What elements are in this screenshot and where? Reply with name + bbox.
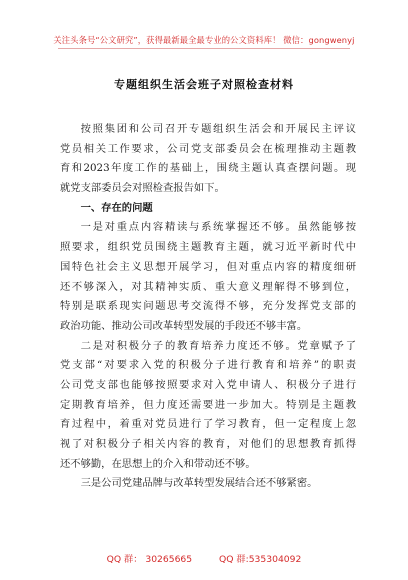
document-title: 专题组织生活会班子对照检查材料 (114, 78, 294, 91)
paragraph-line: 育和2023年度工作的基础上，围绕主题认真查摆问题。现 (60, 162, 356, 175)
paragraph-line: 二是对积极分子的教育培养力度还不够。党章赋予了 (80, 339, 356, 352)
paragraph-line: 三是公司党建品牌与改革转型发展结合还不够紧密。 (80, 477, 318, 490)
paragraph-line: 按照集团和公司召开专题组织生活会和开展民主评议 (80, 123, 356, 135)
page-header-notice: 关注头条号“公文研究”，获得最新最全最专业的公文资料库！ 微信：gongwenyj (53, 35, 355, 45)
paragraph-line: 党支部“对要求入党的积极分子进行教育和培养”的职责 (60, 359, 356, 372)
paragraph-line: 照要求，组织党员围绕主题教育主题，就习近平新时代中 (60, 241, 356, 254)
footer-qq-group-2: QQ 群:535304092 (219, 554, 302, 565)
paragraph-line: 党员相关工作要求，公司党支部委员会在梳理推动主题教 (60, 142, 356, 155)
section-heading: 一、存在的问题 (80, 201, 153, 214)
paragraph-line: 特别是联系现实问题思考交流得不够，充分发挥党支部的 (60, 300, 356, 313)
paragraph-line: 还不够深入，对其精神实质、重大意义理解得不够到位， (60, 280, 356, 293)
paragraph-line: 国特色社会主义思想开展学习，但对重点内容的精度细研 (60, 260, 356, 273)
paragraph-line: 视了对积极分子相关内容的教育，对他们的思想教育抓得 (60, 438, 356, 450)
paragraph-line: 政治功能、推动公司改革转型发展的手段还不够丰富。 (60, 319, 308, 332)
paragraph-line: 公司党支部也能够按照要求对入党申请人、积极分子进行 (60, 378, 356, 391)
paragraph-line: 就党支部委员会对照检查报告如下。 (60, 182, 225, 195)
paragraph-line: 育过程中，着重对党员进行了学习教育，但一定程度上忽 (60, 418, 356, 431)
header-divider (58, 48, 350, 49)
footer-qq-group-1: QQ 群： 30265665 (106, 554, 193, 565)
page-footer (0, 551, 408, 565)
document-body (60, 120, 356, 494)
paragraph-line: 还不够勤，在思想上的介入和带动还不够。 (60, 457, 256, 470)
paragraph-line: 一是对重点内容精读与系统掌握还不够。虽然能够按 (80, 221, 356, 234)
paragraph-line: 定期教育培养，但力度还需要进一步加大。特别是主题教 (60, 398, 356, 411)
